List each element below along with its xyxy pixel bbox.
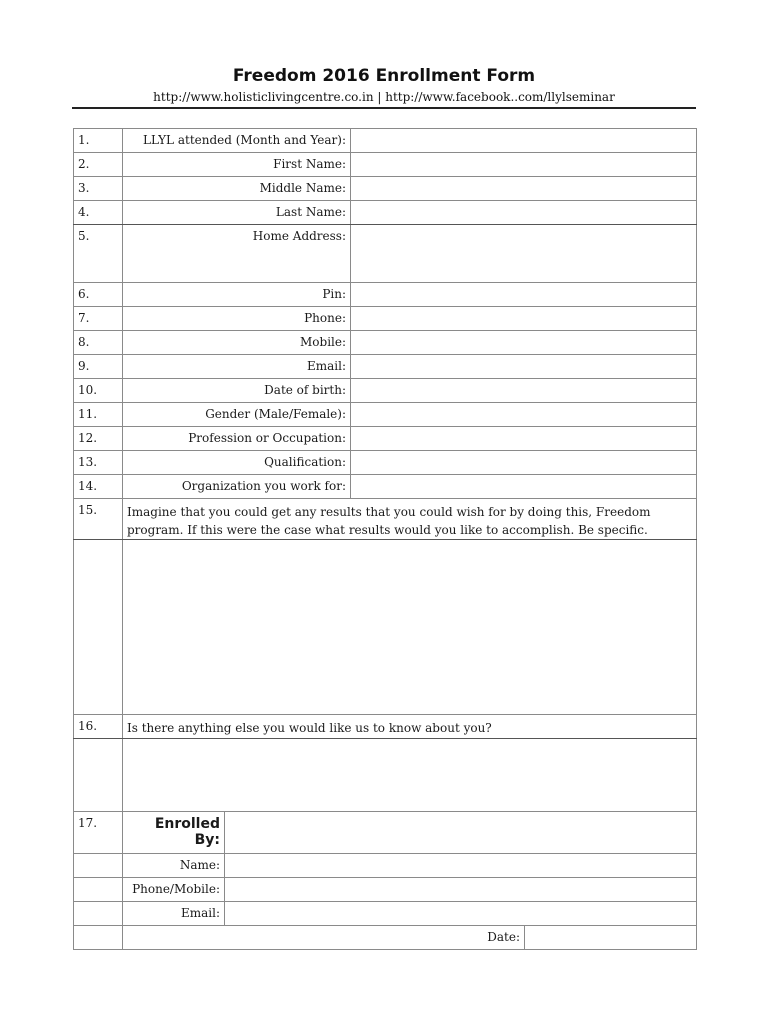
- enroller-phone-field[interactable]: [225, 878, 697, 902]
- enrollment-table: [73, 128, 697, 950]
- field-row-home-address: [74, 225, 697, 283]
- row-number-blank: [74, 902, 123, 926]
- field-label: Qualification:: [123, 451, 351, 475]
- organization-field[interactable]: [351, 475, 697, 499]
- enrolled-email-row: [74, 902, 697, 926]
- enroller-email-field[interactable]: [225, 902, 697, 926]
- enrolled-name-row: [74, 854, 697, 878]
- field-label: Mobile:: [123, 331, 351, 355]
- field-label: Organization you work for:: [123, 475, 351, 499]
- llyl-attended-field[interactable]: [351, 129, 697, 153]
- field-label: Profession or Occupation:: [123, 427, 351, 451]
- row-number-blank: [74, 878, 123, 902]
- field-row-gender: [74, 403, 697, 427]
- field-label: Email:: [123, 355, 351, 379]
- row-number: 14.: [74, 475, 123, 499]
- email-field[interactable]: [351, 355, 697, 379]
- field-label: First Name:: [123, 153, 351, 177]
- date-of-birth-field[interactable]: [351, 379, 697, 403]
- row-number: 3.: [74, 177, 123, 201]
- answer-row-16: [74, 739, 697, 812]
- row-number: 4.: [74, 201, 123, 225]
- row-number-blank: [74, 854, 123, 878]
- field-row-profession: [74, 427, 697, 451]
- form-title: Freedom 2016 Enrollment Form: [232, 66, 536, 86]
- first-name-field[interactable]: [351, 153, 697, 177]
- middle-name-field[interactable]: [351, 177, 697, 201]
- row-number: 8.: [74, 331, 123, 355]
- enrolled-phone-row: [74, 878, 697, 902]
- answer-row-15: [74, 540, 697, 715]
- row-number-blank: [74, 540, 123, 715]
- mobile-field[interactable]: [351, 331, 697, 355]
- row-number: 17.: [74, 812, 123, 854]
- field-label: LLYL attended (Month and Year):: [123, 129, 351, 153]
- row-number: 6.: [74, 283, 123, 307]
- row-number: 2.: [74, 153, 123, 177]
- last-name-field[interactable]: [351, 201, 697, 225]
- field-label: Middle Name:: [123, 177, 351, 201]
- row-number: 12.: [74, 427, 123, 451]
- qualification-field[interactable]: [351, 451, 697, 475]
- field-row-email: [74, 355, 697, 379]
- question-row-16: [74, 715, 697, 739]
- enrolled-by-row: [74, 812, 697, 854]
- field-row-llyl-attended: [74, 129, 697, 153]
- row-number-blank: [74, 926, 123, 950]
- field-label: Email:: [123, 902, 225, 926]
- question-text: Imagine that you could get any results that you could wish for by doing this, Freedom program. If this were the case what results would you like to accomplish. Be specific.: [123, 499, 697, 540]
- question-row-15: [74, 499, 697, 540]
- phone-field[interactable]: [351, 307, 697, 331]
- row-number: 13.: [74, 451, 123, 475]
- field-row-pin: [74, 283, 697, 307]
- date-label: Date:: [123, 926, 525, 950]
- row-number: 9.: [74, 355, 123, 379]
- row-number: 10.: [74, 379, 123, 403]
- additional-info-field[interactable]: [123, 739, 697, 812]
- field-row-first-name: [74, 153, 697, 177]
- field-row-qualification: [74, 451, 697, 475]
- row-number: 16.: [74, 715, 123, 739]
- date-row: [74, 926, 697, 950]
- field-label: Home Address:: [123, 225, 351, 283]
- enrolled-by-field[interactable]: [225, 812, 697, 854]
- profession-field[interactable]: [351, 427, 697, 451]
- field-row-middle-name: [74, 177, 697, 201]
- row-number: 15.: [74, 499, 123, 540]
- enrolled-by-heading: Enrolled By:: [123, 812, 225, 854]
- results-answer-field[interactable]: [123, 540, 697, 715]
- question-text: Is there anything else you would like us to know about you?: [123, 715, 697, 739]
- row-number: 1.: [74, 129, 123, 153]
- field-row-organization: [74, 475, 697, 499]
- field-label: Phone/Mobile:: [123, 878, 225, 902]
- field-label: Phone:: [123, 307, 351, 331]
- field-label: Gender (Male/Female):: [123, 403, 351, 427]
- field-row-phone: [74, 307, 697, 331]
- row-number: 7.: [74, 307, 123, 331]
- row-number: 11.: [74, 403, 123, 427]
- enroller-name-field[interactable]: [225, 854, 697, 878]
- field-label: Date of birth:: [123, 379, 351, 403]
- gender-field[interactable]: [351, 403, 697, 427]
- field-label: Name:: [123, 854, 225, 878]
- home-address-field[interactable]: [351, 225, 697, 283]
- pin-field[interactable]: [351, 283, 697, 307]
- date-field[interactable]: [525, 926, 697, 950]
- field-row-date-of-birth: [74, 379, 697, 403]
- field-row-mobile: [74, 331, 697, 355]
- header-rule: [72, 107, 696, 109]
- field-label: Pin:: [123, 283, 351, 307]
- website-links: http://www.holisticlivingcentre.co.in | http://www.facebook..com/llylseminar: [153, 90, 615, 104]
- field-label: Last Name:: [123, 201, 351, 225]
- row-number: 5.: [74, 225, 123, 283]
- field-row-last-name: [74, 201, 697, 225]
- row-number-blank: [74, 739, 123, 812]
